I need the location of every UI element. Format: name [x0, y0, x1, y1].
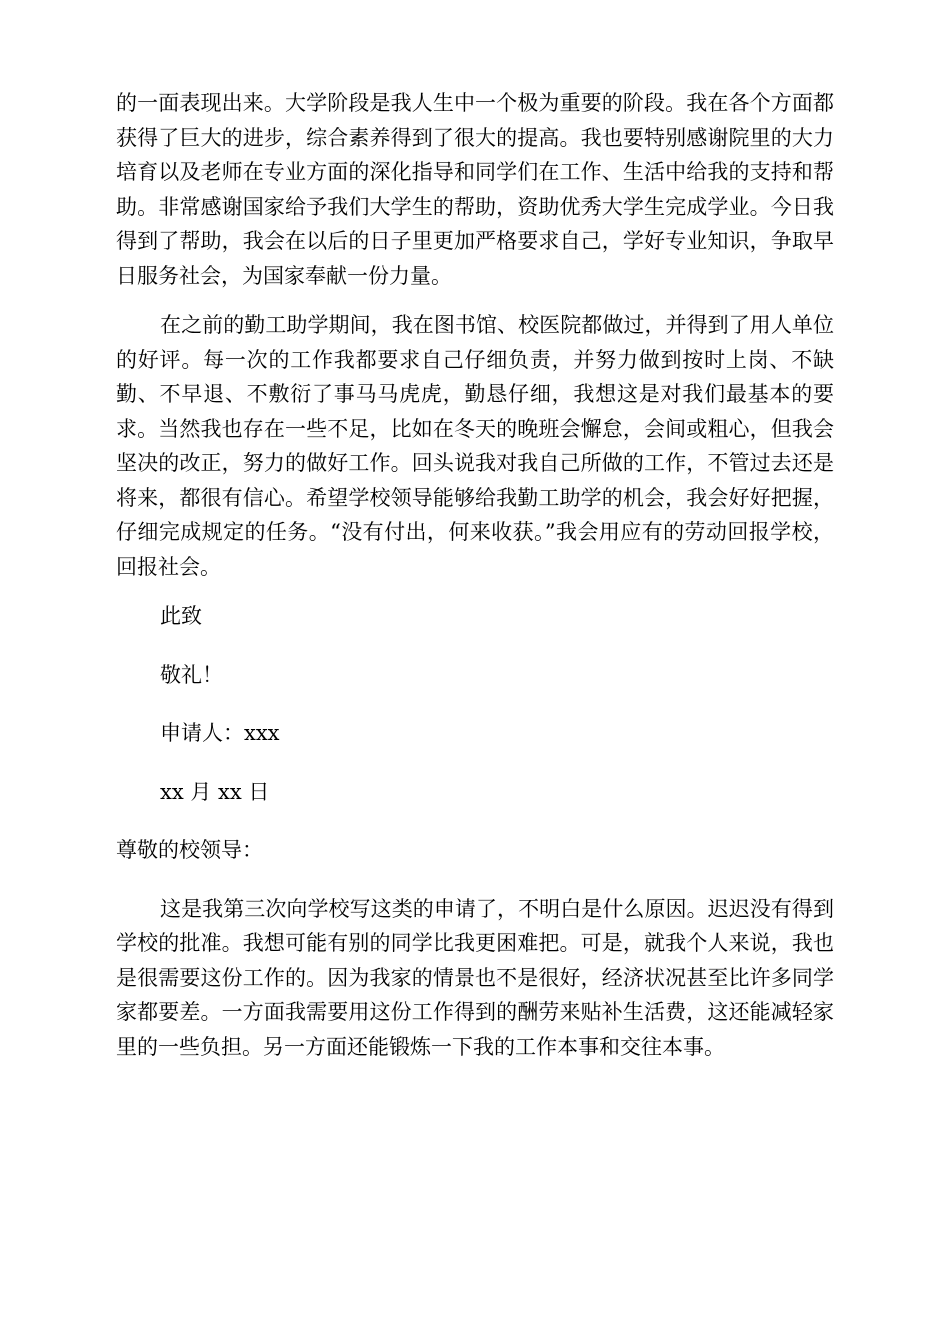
body-paragraph-3: 这是我第三次向学校写这类的申请了，不明白是什么原因。迟迟没有得到学校的批准。我想可能有别的同学比我更困难把。可是，就我个人来说，我也是很需要这份工作的。因为我家的情景也不是很好，经济状况甚至比许多同学家都要差。一方面我需要用这份工作得到的酬劳来贴补生活费，这还能减轻家里的一些负担。另一方面还能锻炼一下我的工作本事和交往本事。	[116, 896, 834, 1059]
body-paragraph-2: 在之前的勤工助学期间，我在图书馆、校医院都做过，并得到了用人单位的好评。每一次的工作我都要求自己仔细负责，并努力做到按时上岗、不缺勤、不早退、不敷衍了事马马虎虎，勤恳仔细，我想这是对我们最基本的要求。当然我也存在一些不足，比如在冬天的晚班会懈怠，会间或粗心，但我会坚决的改正，努力的做好工作。回头说我对我自己所做的工作，不管过去还是将来，都很有信心。希望学校领导能够给我勤工助学的机会，我会好好把握，仔细完成规定的任务。“没有付出，何来收获。”我会用应有的劳动回报学校，回报社会。	[116, 313, 834, 579]
letter-salutation: 尊敬的校领导：	[116, 838, 263, 862]
closing-greeting: 此致	[160, 604, 202, 628]
letter-date: xx 月 xx 日	[160, 779, 270, 804]
document-page	[116, 86, 834, 1079]
closing-salute: 敬礼！	[160, 662, 223, 687]
body-paragraph-1: 的一面表现出来。大学阶段是我人生中一个极为重要的阶段。我在各个方面都获得了巨大的进步，综合素养得到了很大的提高。我也要特别感谢院里的大力培育以及老师在专业方面的深化指导和同学们在工作、生活中给我的支持和帮助。非常感谢国家给予我们大学生的帮助，资助优秀大学生完成学业。今日我得到了帮助，我会在以后的日子里更加严格要求自己，学好专业知识，争取早日服务社会，为国家奉献一份力量。	[116, 91, 834, 288]
applicant-signature: 申请人：xxx	[160, 721, 280, 745]
